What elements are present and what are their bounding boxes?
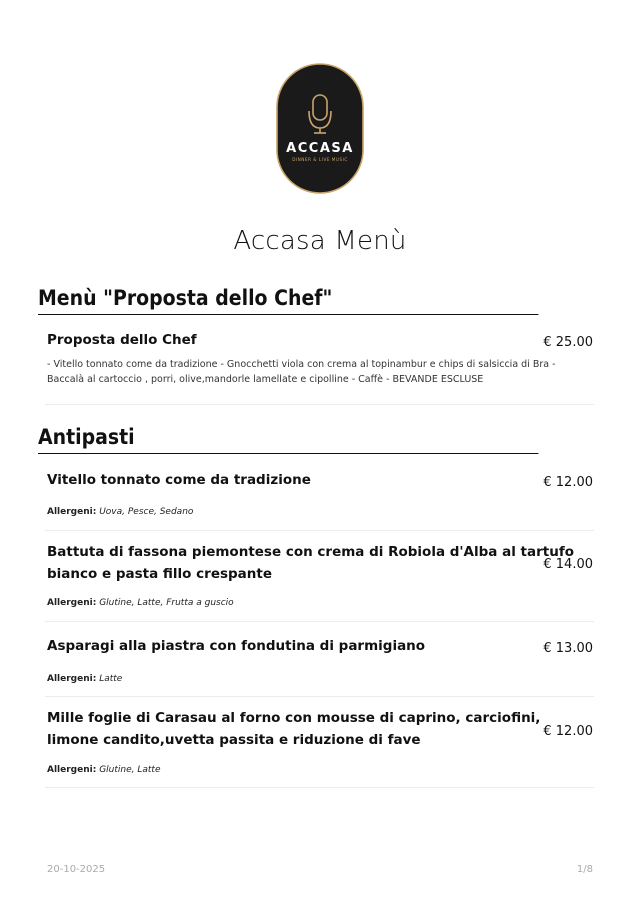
item-description: - Vitello tonnato come da tradizione - Gnocchetti viola con crema al topinambur e chips di salsiccia di Bra - Baccalà al cartoccio , porri, olive,mandorle lamellate e cipolline - Caffè - BEVANDE ESCLUSE xyxy=(47,359,556,385)
item-price: € 12.00 xyxy=(543,475,593,490)
svg-text:DINNER & LIVE MUSIC: DINNER & LIVE MUSIC xyxy=(292,157,348,162)
item-divider xyxy=(45,621,594,622)
menu-title: Accasa Menù xyxy=(233,226,407,256)
item-divider xyxy=(45,696,594,697)
item-price: € 12.00 xyxy=(543,724,593,739)
item-name: Proposta dello Chef xyxy=(47,332,197,348)
item-price: € 25.00 xyxy=(543,335,593,350)
footer-date: 20-10-2025 xyxy=(47,864,106,875)
item-divider xyxy=(45,787,594,788)
menu-item xyxy=(47,707,593,787)
item-allergens: Allergeni: Latte xyxy=(47,674,123,684)
item-price: € 14.00 xyxy=(543,557,593,572)
menu-item xyxy=(47,329,593,387)
menu-item xyxy=(47,541,593,621)
item-price: € 13.00 xyxy=(543,641,593,656)
section-title-antipasti: Antipasti xyxy=(38,425,538,454)
item-name-line2: bianco e pasta fillo crespante xyxy=(47,566,272,582)
item-allergens: Allergeni: Glutine, Latte, Frutta a guscio xyxy=(47,598,234,608)
item-name: Vitello tonnato come da tradizione xyxy=(47,472,311,488)
item-divider xyxy=(45,530,594,531)
menu-item xyxy=(47,635,593,695)
section-title-chef: Menù "Proposta dello Chef" xyxy=(38,286,538,315)
accasa-logo xyxy=(276,63,364,194)
item-divider xyxy=(45,404,594,405)
item-allergens: Allergeni: Glutine, Latte xyxy=(47,765,161,775)
svg-text:ACCASA: ACCASA xyxy=(286,141,354,156)
item-name-line2: limone candito,uvetta passita e riduzione di fave xyxy=(47,732,421,748)
item-allergens: Allergeni: Uova, Pesce, Sedano xyxy=(47,507,194,517)
item-name-line1: Battuta di fassona piemontese con crema di Robiola d'Alba al tartufo xyxy=(47,544,574,560)
menu-item xyxy=(47,469,593,529)
item-name-line1: Mille foglie di Carasau al forno con mousse di caprino, carciofini, xyxy=(47,710,541,726)
item-name: Asparagi alla piastra con fondutina di parmigiano xyxy=(47,638,426,654)
footer-page-number: 1/8 xyxy=(576,864,593,875)
